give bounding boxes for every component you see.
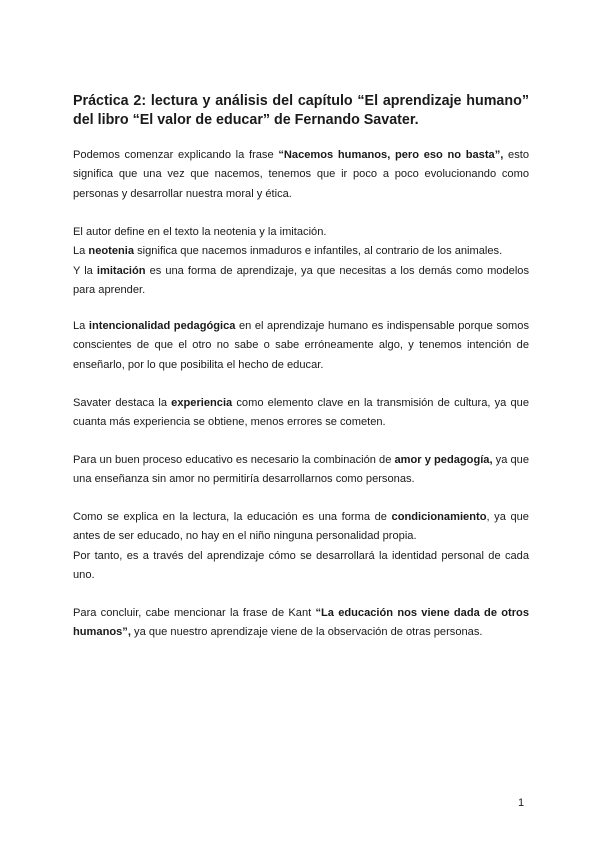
paragraph-text: Como se explica en la lectura, la educación es una forma de (73, 511, 392, 523)
bold-term-neotenia: neotenia (88, 245, 135, 258)
paragraph-nacemos-humanos (73, 146, 529, 204)
paragraph-text: ya que nuestro aprendizaje viene de la observación de otras personas. (130, 626, 483, 639)
bold-term-condicionamiento: condicionamiento (391, 511, 487, 523)
paragraph-text: Y la (73, 264, 97, 277)
paragraph-text: esto significa que una vez que nacemos, tenemos que ir poco a poco evolucionando como personas y desarrollar nuestra moral y ética. (73, 149, 530, 200)
paragraph-experiencia (73, 394, 529, 433)
paragraph-line-intro: El autor define en el texto la neotenia y la imitación. (73, 226, 327, 238)
paragraph-text: significa que nacemos inmaduros e infantiles, al contrario de los animales. (134, 245, 503, 258)
paragraph-line-neotenia (73, 242, 529, 261)
paragraph-text: ya que una enseñanza sin amor no permitiría desarrollarnos como personas. (73, 454, 529, 486)
paragraph-text: La (73, 245, 89, 258)
paragraph-condicionamiento (73, 508, 529, 585)
paragraph-text: es una forma de aprendizaje, ya que necesitas a los demás como modelos para aprender. (73, 264, 529, 296)
paragraph-text: , ya que antes de ser educado, no hay en el niño ninguna personalidad propia. (73, 511, 529, 543)
paragraph-neotenia-imitacion (73, 223, 529, 300)
paragraph-text: Podemos comenzar explicando la frase (73, 149, 279, 161)
paragraph-text: como elemento clave en la transmisión de cultura, ya que cuanta más experiencia se obtiene, menos errores se cometen. (73, 397, 530, 429)
paragraph-text: La (73, 320, 89, 332)
bold-term-intencionalidad: intencionalidad pedagógica (88, 320, 236, 332)
bold-quote-nacemos: “Nacemos humanos, pero eso no basta”, (278, 149, 504, 161)
bold-term-amor-pedagogia: amor y pedagogía, (394, 454, 493, 466)
bold-term-experiencia: experiencia (171, 397, 233, 409)
paragraph-line-imitacion (73, 262, 529, 301)
paragraph-text: Para concluir, cabe mencionar la frase de Kant (73, 607, 316, 619)
paragraph-line-identidad: Por tanto, es a través del aprendizaje cómo se desarrollará la identidad personal de cada uno. (73, 549, 529, 581)
paragraph-intencionalidad (73, 317, 529, 375)
paragraph-text: Para un buen proceso educativo es necesario la combinación de (73, 454, 395, 466)
bold-quote-kant: “La educación nos viene dada de otros humanos”, (73, 607, 529, 639)
page-number: 1 (518, 797, 525, 809)
paragraph-text: Savater destaca la (73, 397, 172, 409)
paragraph-kant (73, 604, 529, 643)
paragraph-amor-pedagogia (73, 451, 529, 490)
paragraph-text: en el aprendizaje humano es indispensable porque somos conscientes de que el otro no sabe o sabe erróneamente algo, y tenemos intención de enseñarlo, por lo que posibilita el hecho de educar. (73, 320, 530, 371)
bold-term-imitacion: imitación (96, 264, 146, 277)
document-title: Práctica 2: lectura y análisis del capítulo “El aprendizaje humano” del libro “El valor de educar” de Fernando Savater. (73, 93, 529, 128)
paragraph-line-condicionamiento (73, 508, 529, 547)
